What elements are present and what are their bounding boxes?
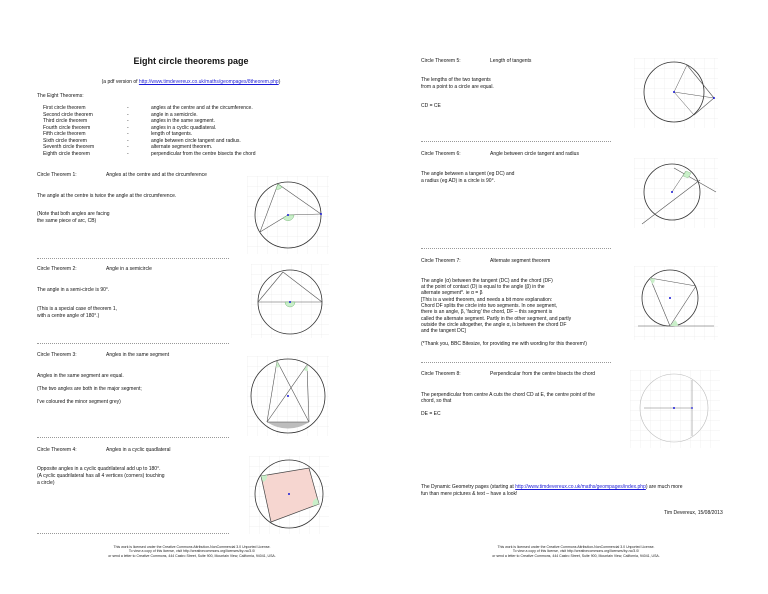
- theorem-7-text: alternate segment*. ie α = β: [421, 290, 483, 296]
- page-title: Eight circle theorems page: [133, 56, 249, 66]
- theorem-2-note: (This is a special case of theorem 1,: [37, 306, 118, 312]
- theorem-3-label: Circle Theorem 3:: [37, 352, 77, 358]
- list-item-name: Third circle theorem: [43, 118, 88, 124]
- pdf-link[interactable]: http://www.timdevereux.co.uk/maths/geompages/8theorem.php: [138, 79, 279, 85]
- theorem-7-text: at the point of contact (D) is equal to the angle (β) in the: [421, 284, 545, 290]
- theorem-2-label: Circle Theorem 2:: [37, 266, 77, 272]
- divider: [421, 248, 611, 249]
- theorem-1-note: (Note that both angles are facing: [37, 211, 110, 217]
- theorem-5-name: Length of tangents: [490, 58, 532, 64]
- theorem-7-name: Alternate segment theorem: [490, 258, 551, 264]
- divider: [421, 362, 611, 363]
- theorem-1-text: The angle at the centre is twice the angle at the circumference.: [37, 193, 177, 199]
- theorem-4-diagram: [249, 456, 329, 534]
- theorem-8-equation: DE = EC: [421, 411, 441, 417]
- theorem-2-note: with a centre angle of 180°.): [37, 313, 100, 319]
- theorem-7-text: [This is a weird theorem, and needs a bit more explanation:: [421, 297, 553, 303]
- list-item-desc: alternate segment theorem.: [151, 144, 213, 150]
- theorem-1-name: Angles at the centre and at the circumference: [106, 172, 207, 178]
- theorem-8-label: Circle Theorem 8:: [421, 371, 461, 377]
- divider: [37, 533, 229, 534]
- pdf-version-line: [36, 79, 346, 85]
- license-line: To view a copy of this license, visit http://creativecommons.org/licenses/by-nc/3.0/: [512, 549, 640, 554]
- theorem-4-note: (A cyclic quadrilateral has all 4 vertices (corners) touching: [37, 473, 165, 479]
- theorem-2-name: Angle in a semicircle: [106, 266, 152, 272]
- pdf-suffix: ): [278, 79, 281, 85]
- list-item-name: Eighth circle theorem: [43, 151, 90, 157]
- theorem-4-label: Circle Theorem 4:: [37, 447, 77, 453]
- list-item-desc: angle between circle tangent and radius.: [151, 138, 241, 144]
- list-dash: -: [127, 112, 129, 118]
- list-item-desc: angles in a cyclic quadlateral.: [151, 125, 217, 131]
- list-item-desc: length of tangents.: [151, 131, 193, 137]
- theorem-6-text: a radius (eg AD) in a circle is 90°.: [421, 178, 495, 184]
- theorem-8-name: Perpendicular from the centre bisects the chord: [490, 371, 596, 377]
- theorem-3-note: (The two angles are both in the major segment;: [37, 386, 142, 392]
- theorem-7-text: and the tangent DC]: [421, 328, 466, 334]
- list-dash: -: [127, 125, 129, 131]
- dynamic-suffix: ) are much more: [645, 484, 683, 490]
- theorem-3-diagram: [247, 356, 329, 436]
- theorem-5-equation: CD = CE: [421, 103, 441, 109]
- theorem-7-label: Circle Theorem 7:: [421, 258, 461, 264]
- theorem-8-diagram: [630, 370, 720, 448]
- theorem-5-diagram: [634, 58, 718, 128]
- theorem-4-text: Opposite angles in a cyclic quadrilateral add up to 180°.: [37, 466, 161, 472]
- list-dash: -: [127, 144, 129, 150]
- license-footer-left: [36, 545, 348, 558]
- theorem-7-text: The angle (α) between the tangent (DC) and the chord (DF): [421, 278, 553, 284]
- theorem-4-name: Angles in a cyclic quadlateral: [106, 447, 171, 453]
- theorem-7-credit: (*Thank you, BBC Bitesize, for providing me with wording for this theorem!): [421, 341, 587, 347]
- list-dash: -: [127, 151, 129, 157]
- theorem-5-text: The lengths of the two tangents: [421, 77, 491, 83]
- theorem-6-name: Angle between circle tangent and radius: [490, 151, 579, 157]
- list-dash: -: [127, 105, 129, 111]
- list-dash: -: [127, 138, 129, 144]
- license-footer-right: [420, 545, 732, 558]
- divider: [37, 258, 229, 259]
- pdf-prefix: (a pdf version of: [101, 79, 139, 85]
- license-line: or send a letter to Creative Commons, 444 Castro Street, Suite 900, Mountain View, California, 94041, USA.: [108, 553, 276, 558]
- theorem-6-text: The angle between a tangent (eg DC) and: [421, 171, 515, 177]
- list-item-name: Second circle theorem: [43, 112, 93, 118]
- dynamic-geometry-line: [421, 484, 683, 490]
- divider: [37, 437, 229, 438]
- license-line: This work is licensed under the Creative Commons Attribution-NonCommercial 3.0 Unported License.: [113, 545, 271, 549]
- list-dash: -: [127, 118, 129, 124]
- theorem-4-note: a circle): [37, 480, 55, 486]
- theorem-3-text: Angles in the same segment are equal.: [37, 373, 124, 379]
- theorem-3-note: I've coloured the minor segment grey): [37, 399, 121, 405]
- list-item-desc: angle in a semicircle.: [151, 112, 198, 118]
- author-signature: Tim Devereux, 15/08/2013: [664, 510, 723, 516]
- list-item-name: Sixth circle theorem: [43, 138, 87, 144]
- list-item-desc: angles in the same segment.: [151, 118, 215, 124]
- dynamic-geometry-link[interactable]: http://www.timdevereux.co.uk/maths/geompages/index.php: [515, 484, 646, 490]
- divider: [37, 343, 229, 344]
- theorem-1-diagram: [247, 176, 329, 254]
- list-item-name: Seventh circle theorem: [43, 144, 95, 150]
- dynamic-geometry-line-2: fun than mere pictures & text – have a look!: [421, 491, 518, 497]
- list-item-name: First circle theorem: [43, 105, 86, 111]
- theorem-list-heading: The Eight Theorems:: [37, 93, 84, 99]
- theorem-1-note: the same piece of arc, CB): [37, 218, 97, 224]
- divider: [421, 141, 611, 142]
- theorem-7-text: there is an angle, β, 'facing' the chord, DF – this segment is: [421, 309, 553, 315]
- theorem-7-text: outside the circle altogether, the angle α, is between the chord DF: [421, 322, 567, 328]
- theorem-1-label: Circle Theorem 1:: [37, 172, 77, 178]
- theorem-7-diagram: [634, 266, 718, 340]
- theorem-2-diagram: [251, 264, 329, 338]
- theorem-6-diagram: [634, 158, 718, 228]
- dynamic-prefix: The Dynamic Geometry pages (starting at: [421, 484, 516, 490]
- license-line: This work is licensed under the Creative Commons Attribution-NonCommercial 3.0 Unported License.: [497, 545, 655, 549]
- license-line: or send a letter to Creative Commons, 444 Castro Street, Suite 900, Mountain View, California, 94041, USA.: [492, 553, 660, 558]
- license-line: To view a copy of this license, visit http://creativecommons.org/licenses/by-nc/3.0/: [128, 549, 256, 554]
- theorem-8-text: The perpendicular from centre A cuts the chord CD at E, the centre point of the: [421, 392, 595, 398]
- theorem-7-text: called the alternate segment. Partly in the other segment, and partly: [421, 316, 572, 322]
- list-dash: -: [127, 131, 129, 137]
- theorem-7-text: Chord DF splits the circle into two segments. In one segment,: [421, 303, 558, 309]
- theorem-6-label: Circle Theorem 6:: [421, 151, 461, 157]
- theorem-3-name: Angles in the same segment: [106, 352, 170, 358]
- theorem-5-label: Circle Theorem 5:: [421, 58, 461, 64]
- list-item-desc: perpendicular from the centre bisects the chord: [151, 151, 256, 157]
- list-item-name: Fifth circle theorem: [43, 131, 86, 137]
- list-item-desc: angles at the centre and at the circumference.: [151, 105, 253, 111]
- list-item-name: Fourth circle theorem: [43, 125, 91, 131]
- theorem-2-text: The angle in a semi-circle is 90°.: [37, 287, 110, 293]
- theorem-8-text: chord, so that: [421, 398, 452, 404]
- theorem-5-text: from a point to a circle are equal.: [421, 84, 494, 90]
